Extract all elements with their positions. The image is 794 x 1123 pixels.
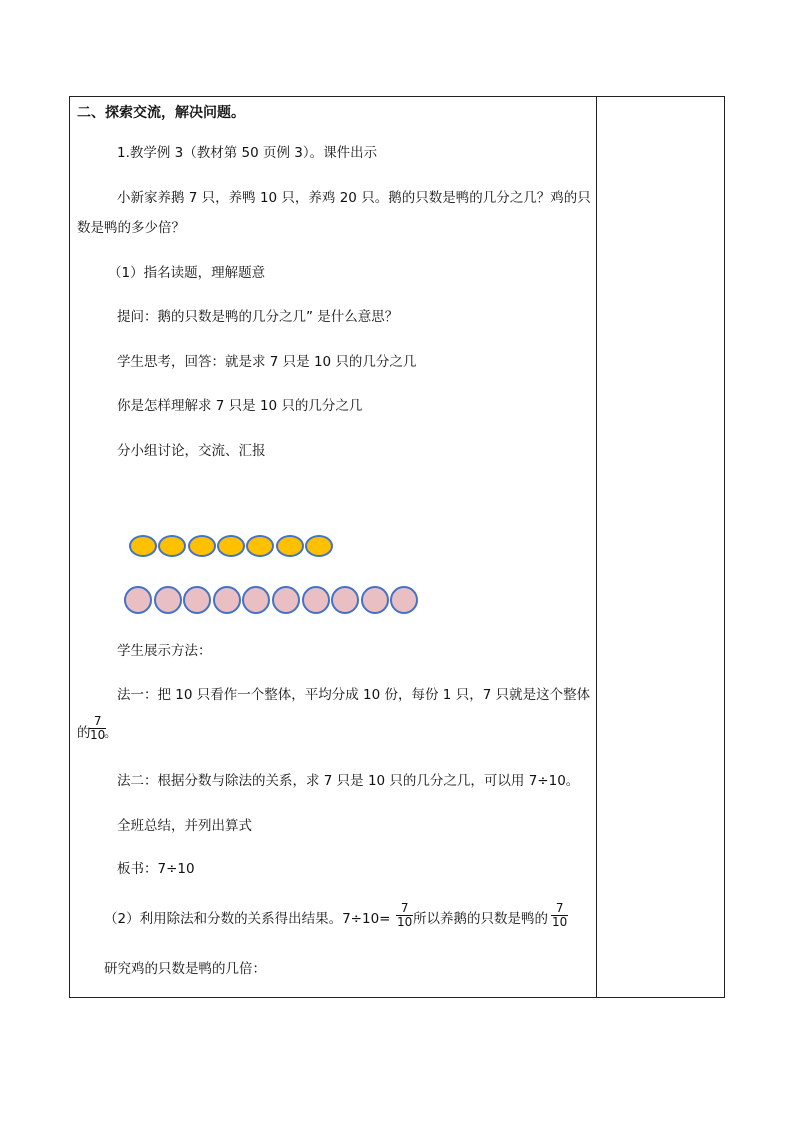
chicken-question-text: 研究鸡的只数是鸭的几倍： bbox=[104, 961, 266, 977]
duck-counter bbox=[272, 586, 300, 614]
duck-counter bbox=[331, 586, 359, 614]
fraction-seven-tenths bbox=[551, 902, 568, 929]
question-text: 提问：鹅的只数是鸭的几分之几” 是什么意思？ bbox=[117, 309, 399, 325]
goose-counter bbox=[305, 535, 333, 557]
method1-text-line1: 法一：把 10 只看作一个整体，平均分成 10 份，每份 1 只，7 只就是这个整体 bbox=[117, 687, 591, 703]
duck-counter bbox=[302, 586, 330, 614]
group-discussion-text: 分小组讨论，交流、汇报 bbox=[117, 443, 266, 459]
example-line: 1.教学例 3（教材第 50 页例 3）。课件出示 bbox=[117, 145, 378, 161]
goose-counter bbox=[217, 535, 245, 557]
step1-text: （1）指名读题，理解题意 bbox=[108, 265, 266, 281]
show-methods-text: 学生展示方法： bbox=[117, 643, 212, 659]
step2-text-continued: 所以养鹅的只数是鸭的 bbox=[413, 911, 548, 927]
duck-counter bbox=[154, 586, 182, 614]
fraction-numerator: 7 bbox=[555, 901, 564, 915]
duck-counter bbox=[361, 586, 389, 614]
understanding-text: 你是怎样理解求 7 只是 10 只的几分之几 bbox=[117, 398, 363, 414]
fraction-denominator: 10 bbox=[90, 728, 106, 742]
method2-text: 法二：根据分数与除法的关系，求 7 只是 10 只的几分之几，可以用 7÷10。 bbox=[117, 773, 580, 789]
step2-text: （2）利用除法和分数的关系得出结果。7÷10= bbox=[104, 911, 391, 927]
problem-text-line1: 小新家养鹅 7 只，养鸭 10 只，养鸡 20 只。鹅的只数是鸭的几分之几？鸡的只 bbox=[117, 190, 591, 206]
duck-counter bbox=[183, 586, 211, 614]
section-heading: 二、探索交流，解决问题。 bbox=[77, 105, 245, 121]
fraction-seven-tenths bbox=[396, 902, 413, 929]
fraction-numerator: 7 bbox=[93, 714, 102, 728]
method1-text-prefix: 的 bbox=[77, 725, 91, 741]
student-answer-text: 学生思考，回答：就是求 7 只是 10 只的几分之几 bbox=[117, 354, 417, 370]
method1-text-suffix: 。 bbox=[104, 725, 118, 741]
goose-counter bbox=[188, 535, 216, 557]
fraction-denominator: 10 bbox=[397, 915, 413, 929]
fraction-denominator: 10 bbox=[552, 915, 568, 929]
duck-counter bbox=[124, 586, 152, 614]
goose-counter bbox=[246, 535, 274, 557]
board-text: 板书：7÷10 bbox=[117, 861, 195, 877]
goose-counter bbox=[276, 535, 304, 557]
problem-text-line2: 数是鸭的多少倍？ bbox=[77, 220, 185, 236]
summary-text: 全班总结，并列出算式 bbox=[117, 818, 252, 834]
notes-column-divider bbox=[596, 96, 597, 998]
duck-counter bbox=[213, 586, 241, 614]
fraction-numerator: 7 bbox=[400, 901, 409, 915]
goose-counter bbox=[129, 535, 157, 557]
